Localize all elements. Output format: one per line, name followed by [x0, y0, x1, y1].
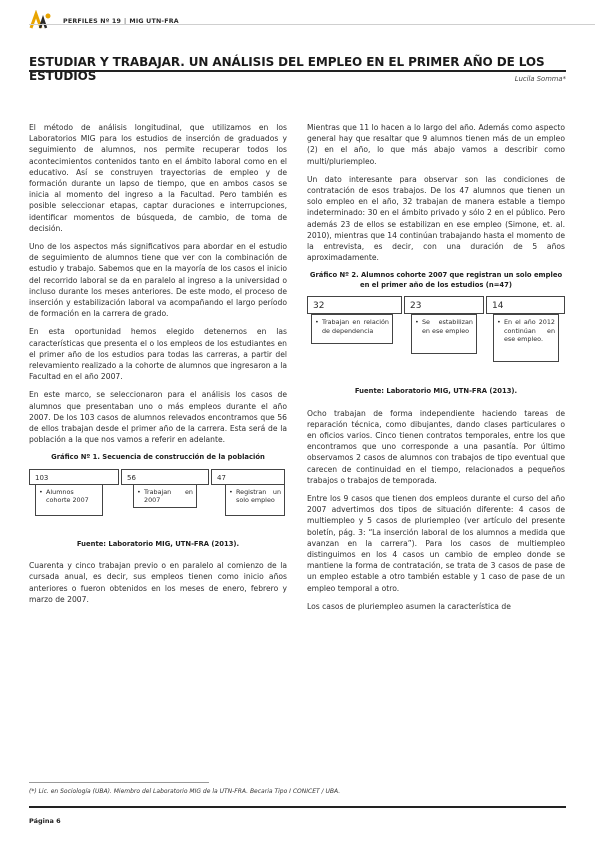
graph2-source: Fuente: Laboratorio MIG, UTN-FRA (2013).	[354, 387, 518, 396]
graph2-step1-label: • Trabajan en relación de dependencia	[315, 318, 389, 334]
graph1-step3-value: 47	[211, 469, 285, 485]
paragraph: Ocho trabajan de forma independiente haciendo tareas de reparación técnica, como dibujantes, dando clases particulares o en oficios varios. Cinco tienen contratos temporales, entre los que encontramos que uno corresponde a una pasantía. Por último observamos 2 casos de alumnos con trabajos de tipo eventual que carecen de continuidad en el tiempo, relacionados a pequeños trabajos o trabajos de temporada.	[307, 408, 565, 485]
graph2-title: Gráfico Nº 2. Alumnos cohorte 2007 que registran un solo empleo en el primer año de los estudios (n=47)	[309, 271, 563, 289]
graph1-step1-box	[35, 484, 103, 516]
graph1-source: Fuente: Laboratorio MIG, UTN-FRA (2013).	[76, 539, 240, 548]
graph1-title: Gráfico Nº 1. Secuencia de construcción de la población	[51, 453, 265, 462]
header-text: PERFILES Nº 19 | MIG UTN-FRA	[63, 18, 179, 25]
mig-logo	[29, 10, 51, 32]
left-column	[29, 122, 287, 612]
graph2-step1-value: 32	[307, 296, 402, 314]
graph2-diagram	[307, 296, 565, 378]
graph2-step1-box	[311, 314, 393, 344]
paragraph: Entre los 9 casos que tienen dos empleos durante el curso del año 2007 advertimos dos tipos de situación diferente: 4 casos de multiempleo y 5 casos de pluriempleo (ver artículo del presente boletín, pág. 3: “La inserción laboral de los alumnos a medida que avanzan en la carrera”). Para los casos de multiempleo distinguimos en los 4 casos un cambio de empleo donde se mantiene la forma de contratación, se trata de 3 casos de pase de un empleo estable a otro también estable y 1 caso de pase de un empleo temporal a otro.	[307, 494, 565, 593]
paragraph: Los casos de pluriempleo asumen la característica de	[307, 601, 511, 611]
paragraph: En este marco, se seleccionaron para el análisis los casos de alumnos que presentaban uno o más empleos durante el año 2007. De los 103 casos de alumnos relevados encontramos que 56 de ellos trabajan desde el primer año de la carrera. Esta será de la población a la que nos vamos a referir en adelante.	[29, 390, 287, 445]
publication-label: PERFILES Nº 19	[63, 18, 122, 25]
paragraph: El método de análisis longitudinal, que utilizamos en los Laboratorios MIG para los estudios de inserción de graduados y seguimiento de alumnos, nos permite recuperar todos los acontecimientos contenidos tanto en el ámbito laboral como en el educativo. Así se construyen trayectorias de empleo y de formación durante un lapso de tiempo, que en ambos casos se inicia al momento del ingreso a la Facultad. Pero también es posible seleccionar etapas, captar duraciones e interrupciones, identificar momentos de búsqueda, de cambio, de toma de decisión.	[29, 123, 287, 233]
graph1-step1-label: • Alumnos cohorte 2007	[39, 488, 99, 504]
paragraph: En esta oportunidad hemos elegido detenernos en las características que presenta el o los empleos de los estudiantes en el primer año de los estudios para todas las carreras, a partir del relevamiento realizado a la cohorte de alumnos que ingresaron a la Facultad en el año 2007.	[29, 327, 287, 382]
graph1-diagram	[29, 469, 287, 531]
graph2-step3-label: • En el año 2012 continúan en ese empleo.	[497, 318, 555, 343]
graph1-step2-value: 56	[121, 469, 209, 485]
header-divider	[29, 24, 595, 25]
title-divider	[29, 70, 566, 72]
graph2-step2-box	[411, 314, 477, 354]
graph1-step3-box	[225, 484, 285, 516]
graph2-step3-value: 14	[486, 296, 565, 314]
page-number: Página 6	[29, 817, 61, 825]
article-author: Lucila Somma*	[514, 75, 566, 83]
right-column	[307, 122, 565, 619]
author-footnote: (*) Lic. en Sociología (UBA). Miembro del Laboratorio MIG de la UTN-FRA. Becaria Tipo I CONICET / UBA.	[29, 788, 341, 795]
graph1-step2-box	[133, 484, 197, 508]
graph2-step2-value: 23	[404, 296, 484, 314]
org-label: MIG UTN-FRA	[129, 18, 179, 25]
graph2-step3-box	[493, 314, 559, 362]
paragraph: Uno de los aspectos más significativos para abordar en el estudio de seguimiento de alumnos tiene que ver con la combinación de estudio y trabajo. Sabemos que en la mayoría de los casos el inicio del recorrido laboral se da en paralelo al ingreso a la universidad o incluso durante los meses anteriores. De este modo, el proceso de inserción y estabilización laboral va acompañando el largo período de formación en la carrera de grado.	[29, 242, 287, 319]
footer-divider	[29, 806, 566, 808]
paragraph: Un dato interesante para observar son las condiciones de contratación de esos trabajos. De los 47 alumnos que tienen un solo empleo en el año, 32 trabajan de manera estable a tiempo indeterminado: 30 en el ámbito privado y sólo 2 en el público. Pero además 23 de ellos se estabilizan en ese empleo (Simone, et. al. 2010), mientras que 14 continúan trabajando hasta el momento de la entrevista, es decir, con una duración de 5 años aproximadamente.	[307, 174, 565, 263]
paragraph: Cuarenta y cinco trabajan previo o en paralelo al comienzo de la cursada anual, es decir, sus empleos tienen como inicio años anteriores o fueron obtenidos en los meses de enero, febrero y marzo de 2007.	[29, 561, 287, 604]
paragraph: Mientras que 11 lo hacen a lo largo del año. Además como aspecto general hay que resaltar que 9 alumnos tienen más de un empleo (2) en el año, lo que más abajo vamos a describir como multi/pluriempleo.	[307, 123, 565, 166]
graph1-step1-value: 103	[29, 469, 119, 485]
graph1-step2-label: • Trabajan en 2007	[137, 488, 193, 504]
page-header	[29, 10, 566, 34]
graph1-step3-label: • Registran un solo empleo	[229, 488, 281, 504]
footnote-divider	[29, 782, 209, 783]
graph2-step2-label: • Se estabilizan en ese empleo	[415, 318, 473, 334]
article-title: ESTUDIAR Y TRABAJAR. UN ANÁLISIS DEL EMPLEO EN EL PRIMER AÑO DE LOS ESTUDIOS	[29, 55, 545, 83]
